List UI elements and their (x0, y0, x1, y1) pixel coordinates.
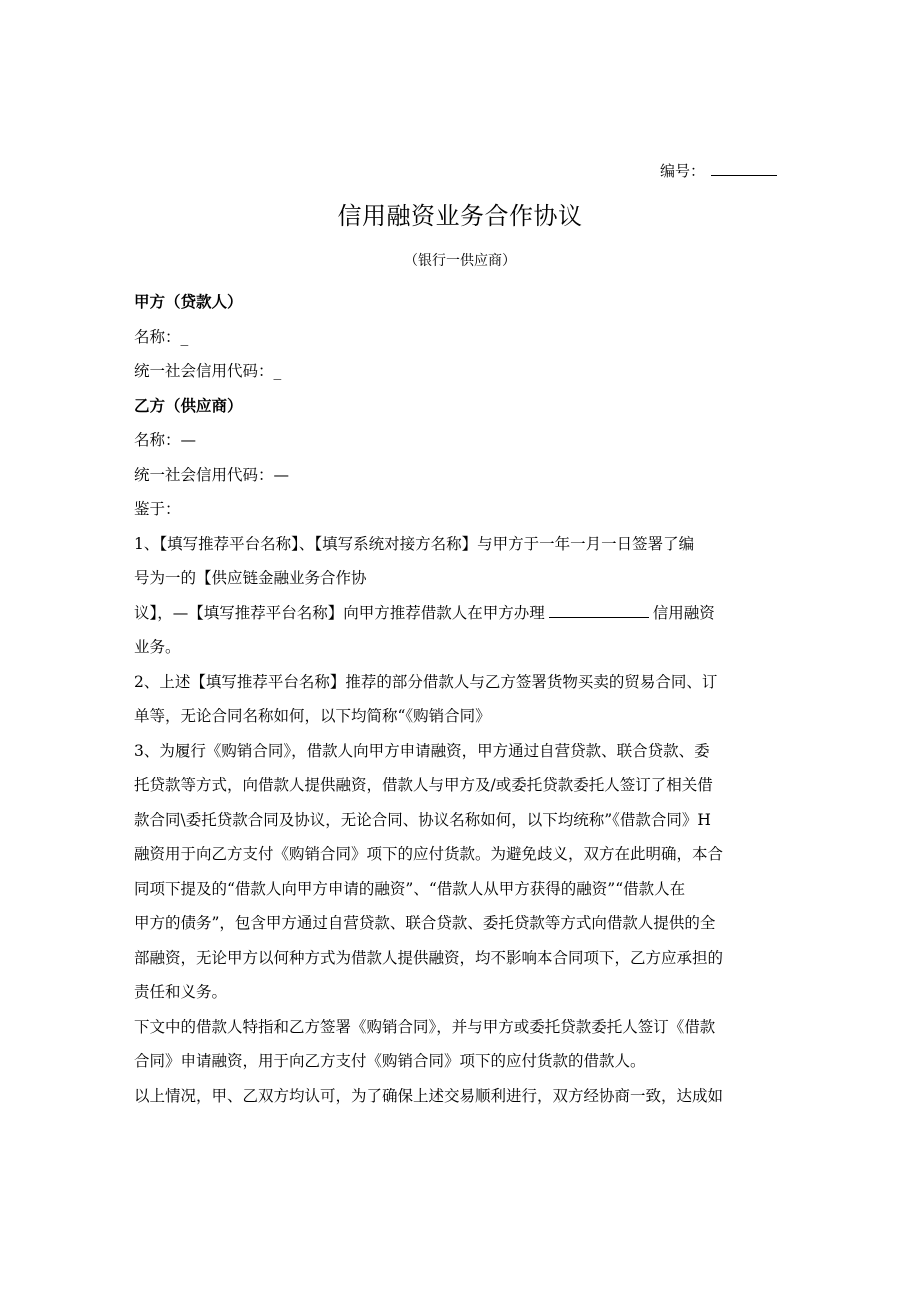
clause-3-line: 同项下提及的“借款人向甲方申请的融资”、“借款人从甲方获得的融资”“借款人在 (134, 879, 686, 898)
document-number-label: 编号： (660, 162, 706, 180)
clause-1-text: 议】，—【填写推荐平台名称】向甲方推荐借款人在甲方办理 (134, 603, 545, 622)
clause-3-line: 融资用于向乙方支付《购销合同》项下的应付货款。为避免歧义，双方在此明确，本合 (134, 845, 724, 863)
clause-2-line: 单等，无论合同名称如何，以下均简称“《购销合同》 (134, 707, 491, 725)
document-title: 信用融资业务合作协议 (337, 202, 583, 230)
party-b-name: 名称：— (134, 431, 197, 449)
document-body (134, 285, 790, 1113)
clause-2-line: 2、上述【填写推荐平台名称】推荐的部分借款人与乙方签署货物买卖的贸易合同、订 (134, 672, 718, 691)
definition-line: 合同》申请融资，用于向乙方支付《购销合同》项下的应付货款的借款人。 (134, 1052, 646, 1070)
party-a-credit-code: 统一社会信用代码：_ (134, 362, 282, 380)
whereas-label: 鉴于： (134, 500, 181, 518)
conclusion-line: 以上情况，甲、乙双方均认可，为了确保上述交易顺利进行，双方经协商一致，达成如 (134, 1086, 724, 1105)
clause-3-line: 责任和义务。 (134, 983, 228, 1001)
business-type-blank (549, 602, 649, 618)
clause-1-text: 信用融资 (652, 603, 715, 622)
document-number (660, 160, 777, 182)
party-b-credit-code: 统一社会信用代码：— (134, 465, 290, 484)
clause-3-line: 托贷款等方式，向借款人提供融资，借款人与甲方及/或委托贷款委托人签订了相关借 (134, 776, 713, 794)
party-b-heading: 乙方（供应商） (134, 396, 243, 415)
clause-1-line: 业务。 (134, 638, 181, 656)
clause-1-line: 号为一的【供应链金融业务合作协 (134, 569, 367, 587)
definition-line: 下文中的借款人特指和乙方签署《购销合同》，并与甲方或委托贷款委托人签订《借款 (134, 1017, 716, 1036)
clause-3-line: 甲方的债务”，包含甲方通过自营贷款、联合贷款、委托贷款等方式向借款人提供的全 (134, 914, 716, 932)
document-subtitle: （银行一供应商） (404, 253, 516, 269)
document-number-blank (711, 161, 777, 176)
party-a-heading: 甲方（贷款人） (134, 293, 243, 311)
clause-3-line: 部融资，无论甲方以何种方式为借款人提供融资，均不影响本合同项下，乙方应承担的 (134, 948, 724, 967)
clause-1-line (134, 596, 790, 631)
clause-3-line: 款合同\委托贷款合同及协议，无论合同、协议名称如何，以下均统称”《借款合同》H (134, 810, 711, 829)
clause-3-line: 3、为履行《购销合同》，借款人向甲方申请融资，甲方通过自营贷款、联合贷款、委 (134, 741, 710, 760)
party-a-name: 名称：_ (134, 327, 189, 346)
clause-1-line: 1、【填写推荐平台名称】、【填写系统对接方名称】与甲方于一年一月一日签署了编 (134, 534, 695, 553)
